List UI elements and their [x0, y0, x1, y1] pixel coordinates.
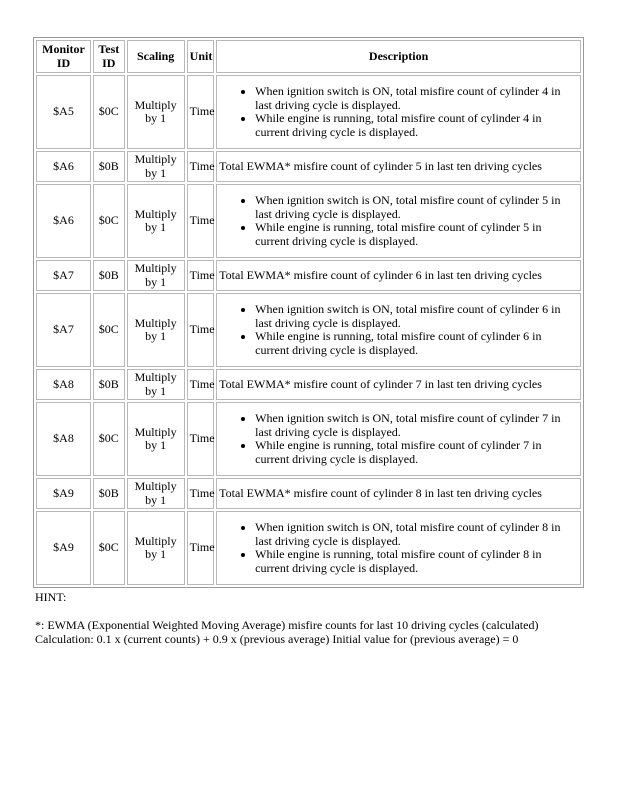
header-test-id: Test ID	[93, 40, 125, 73]
bullet-list	[219, 303, 578, 357]
document-page	[33, 37, 584, 588]
cell-monitor-id: $A8	[36, 369, 91, 400]
bullet-item: • When ignition switch is ON, total misfire count of cylinder 8 in last driving cycle is displayed.	[255, 521, 578, 548]
cell-description: Total EWMA* misfire count of cylinder 6 in last ten driving cycles	[216, 260, 581, 291]
cell-test-id: $0B	[93, 369, 125, 400]
bullet-item: • While engine is running, total misfire count of cylinder 5 in current driving cycle is displayed.	[255, 221, 578, 248]
bullet-list	[219, 412, 578, 466]
cell-scaling: Multiply by 1	[127, 293, 185, 367]
bullet-item: • While engine is running, total misfire count of cylinder 4 in current driving cycle is displayed.	[255, 112, 578, 139]
cell-test-id: $0C	[93, 184, 125, 258]
table-row	[36, 260, 581, 291]
cell-monitor-id: $A9	[36, 511, 91, 585]
cell-description	[216, 184, 581, 258]
cell-test-id: $0B	[93, 260, 125, 291]
cell-unit: Time	[187, 511, 215, 585]
cell-test-id: $0C	[93, 402, 125, 476]
cell-description	[216, 293, 581, 367]
bullet-item: • While engine is running, total misfire count of cylinder 7 in current driving cycle is displayed.	[255, 439, 578, 466]
bullet-list	[219, 194, 578, 248]
cell-scaling: Multiply by 1	[127, 184, 185, 258]
cell-unit: Time	[187, 184, 215, 258]
cell-scaling: Multiply by 1	[127, 260, 185, 291]
bullet-item: • While engine is running, total misfire count of cylinder 6 in current driving cycle is displayed.	[255, 330, 578, 357]
bullet-item: • While engine is running, total misfire count of cylinder 8 in current driving cycle is displayed.	[255, 548, 578, 575]
cell-scaling: Multiply by 1	[127, 75, 185, 149]
table-row	[36, 293, 581, 367]
cell-monitor-id: $A7	[36, 293, 91, 367]
hint-calculation: Calculation: 0.1 x (current counts) + 0.9 x (previous average) Initial value for (previous average) = 0	[35, 632, 519, 646]
cell-test-id: $0C	[93, 75, 125, 149]
header-scaling: Scaling	[127, 40, 185, 73]
bullet-item: • When ignition switch is ON, total misfire count of cylinder 7 in last driving cycle is displayed.	[255, 412, 578, 439]
header-description: Description	[216, 40, 581, 73]
cell-unit: Time	[187, 151, 215, 182]
table-row	[36, 184, 581, 258]
cell-test-id: $0B	[93, 478, 125, 509]
bullet-item: • When ignition switch is ON, total misfire count of cylinder 5 in last driving cycle is displayed.	[255, 194, 578, 221]
table-row	[36, 75, 581, 149]
cell-unit: Time	[187, 75, 215, 149]
table-row	[36, 511, 581, 585]
cell-scaling: Multiply by 1	[127, 369, 185, 400]
cell-monitor-id: $A8	[36, 402, 91, 476]
cell-test-id: $0B	[93, 151, 125, 182]
table-row	[36, 478, 581, 509]
cell-description	[216, 402, 581, 476]
hint-footnote: *: EWMA (Exponential Weighted Moving Average) misfire counts for last 10 driving cycles (calculated)	[35, 618, 539, 632]
monitor-table	[33, 37, 584, 588]
cell-unit: Time	[187, 402, 215, 476]
cell-unit: Time	[187, 478, 215, 509]
cell-monitor-id: $A5	[36, 75, 91, 149]
cell-monitor-id: $A9	[36, 478, 91, 509]
table-row	[36, 402, 581, 476]
hint-label: HINT:	[35, 590, 67, 604]
cell-unit: Time	[187, 260, 215, 291]
cell-scaling: Multiply by 1	[127, 511, 185, 585]
cell-description	[216, 511, 581, 585]
hint-section	[35, 590, 595, 646]
header-monitor-id: Monitor ID	[36, 40, 91, 73]
cell-test-id: $0C	[93, 511, 125, 585]
bullet-item: • When ignition switch is ON, total misfire count of cylinder 6 in last driving cycle is displayed.	[255, 303, 578, 330]
table-row	[36, 151, 581, 182]
cell-scaling: Multiply by 1	[127, 478, 185, 509]
bullet-list	[219, 521, 578, 575]
cell-monitor-id: $A6	[36, 151, 91, 182]
bullet-list	[219, 85, 578, 139]
cell-description: Total EWMA* misfire count of cylinder 7 in last ten driving cycles	[216, 369, 581, 400]
cell-monitor-id: $A6	[36, 184, 91, 258]
cell-monitor-id: $A7	[36, 260, 91, 291]
bullet-item: • When ignition switch is ON, total misfire count of cylinder 4 in last driving cycle is displayed.	[255, 85, 578, 112]
cell-scaling: Multiply by 1	[127, 151, 185, 182]
table-header-row	[36, 40, 581, 73]
cell-description: Total EWMA* misfire count of cylinder 5 in last ten driving cycles	[216, 151, 581, 182]
cell-description	[216, 75, 581, 149]
table-row	[36, 369, 581, 400]
cell-unit: Time	[187, 369, 215, 400]
cell-scaling: Multiply by 1	[127, 402, 185, 476]
cell-test-id: $0C	[93, 293, 125, 367]
cell-unit: Time	[187, 293, 215, 367]
header-unit: Unit	[187, 40, 215, 73]
cell-description: Total EWMA* misfire count of cylinder 8 in last ten driving cycles	[216, 478, 581, 509]
